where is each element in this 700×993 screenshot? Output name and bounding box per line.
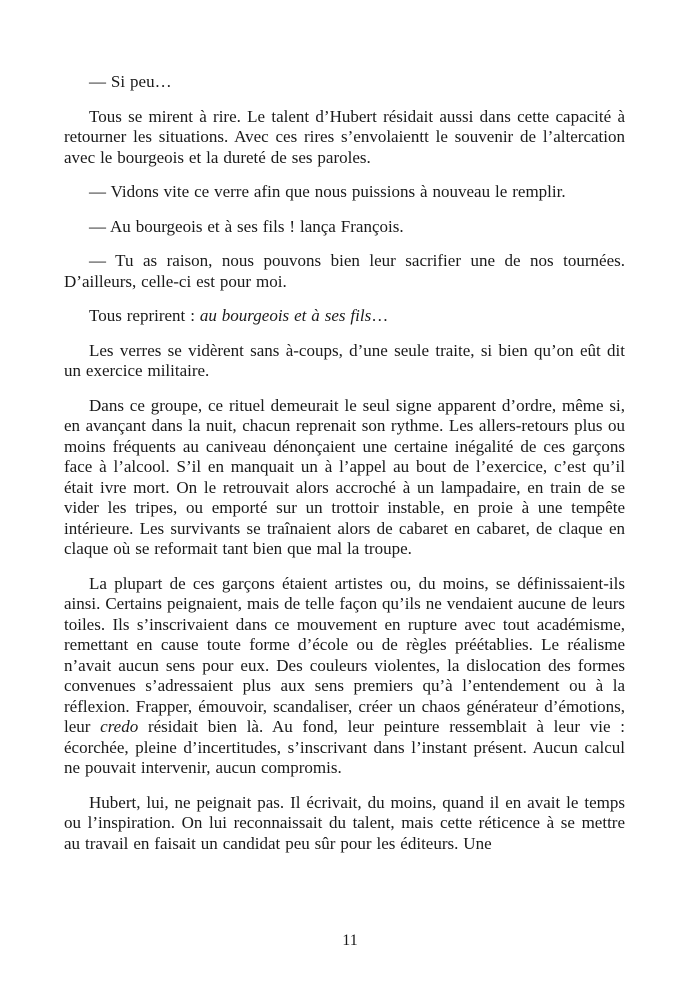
paragraph (64, 251, 625, 292)
italic-text-segment: credo (100, 717, 139, 736)
paragraph (64, 72, 625, 93)
paragraph (64, 182, 625, 203)
italic-text-segment: au bourgeois et à ses fils (199, 306, 372, 325)
paragraph (64, 306, 625, 327)
text-segment: Tous reprirent : (89, 306, 200, 325)
text-segment: — Au bourgeois et à ses fils ! lança François. (89, 216, 404, 236)
page-number: 11 (342, 932, 358, 949)
paragraph (64, 341, 625, 382)
paragraph (64, 574, 625, 779)
text-segment: — Vidons vite ce verre afin que nous puissions à nouveau le remplir. (89, 182, 566, 201)
text-segment: résidait bien là. Au fond, leur peinture ressemblait à leur vie : écorchée, pleine d’incertitudes, s’inscrivant dans l’instant présent. Aucun calcul ne pouvait intervenir, aucun compromis. (64, 717, 625, 777)
text-segment: — Tu as raison, nous pouvons bien leur sacrifier une de nos tournées. D’ailleurs, celle-ci est pour moi. (64, 251, 625, 291)
paragraph (64, 217, 625, 238)
text-block (64, 72, 625, 868)
paragraph (64, 396, 625, 560)
text-segment: Hubert, lui, ne peignait pas. Il écrivait, du moins, quand il en avait le temps ou l’inspiration. On lui reconnaissait du talent, mais cette réticence à se mettre au travail en faisait un candidat peu sûr pour les éditeurs. Une (64, 792, 625, 853)
text-segment: … (371, 306, 389, 325)
paragraph (64, 793, 625, 855)
paragraph (64, 107, 625, 169)
text-segment: Les verres se vidèrent sans à-coups, d’une seule traite, si bien qu’on eût dit un exercice militaire. (64, 340, 625, 380)
text-segment: Dans ce groupe, ce rituel demeurait le seul signe apparent d’ordre, même si, en avançant dans la nuit, chacun reprenait son rythme. Les allers-retours plus ou moins fréquents au caniveau dénonçaient une certaine inégalité de ces garçons face à l’alcool. S’il en manquait un à l’appel au bout de l’exercice, c’est qu’il était ivre mort. On le retrouvait alors accroché à un lampadaire, en train de se vider les tripes, ou emporté sur un trottoir instable, en proie à une tempête intérieure. Les survivants se traînaient alors de cabaret en cabaret, de claque en claque où se reformait tant bien que mal la troupe. (64, 395, 625, 558)
text-segment: La plupart de ces garçons étaient artistes ou, du moins, se définissaient-ils ainsi. Certains peignaient, mais de telle façon qu’ils ne vendaient aucune de leurs toiles. Ils s’inscrivaient dans ce mouvement en rupture avec tout académisme, remettant en cause toute forme d’école ou de règles préétablies. Le réalisme n’avait aucun sens pour eux. Des couleurs violentes, la dislocation des formes convenues s’adressaient plus aux sens premiers qu’à l’entendement ou à la réflexion. Frapper, émouvoir, scandaliser, créer un chaos générateur d’émotions, leur (64, 573, 625, 736)
text-segment: Tous se mirent à rire. Le talent d’Hubert résidait aussi dans cette capacité à retourner les situations. Avec ces rires s’envolaientt le souvenir de l’altercation avec le bourgeois et la dureté de ses paroles. (64, 106, 625, 167)
text-segment: — Si peu… (89, 72, 172, 91)
